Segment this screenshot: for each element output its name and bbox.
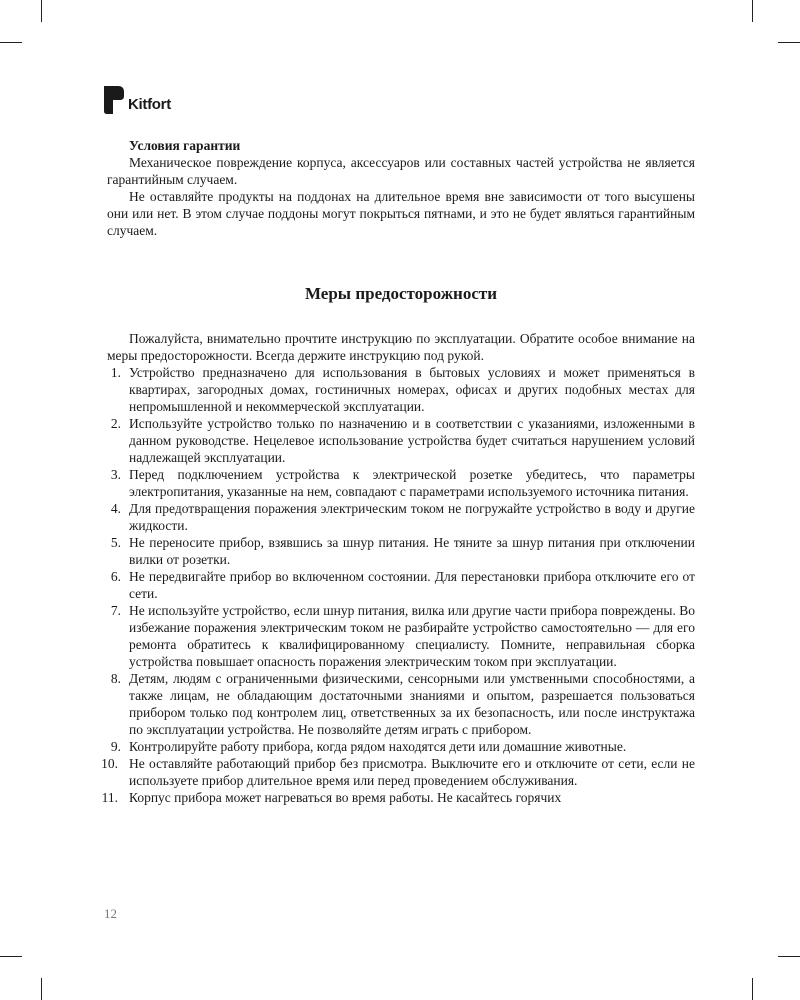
list-item (101, 755, 695, 789)
list-item-text: Не используйте устройство, если шнур питания, вилка или другие части прибора повреждены. Во избежание поражения электрическим током не разбирайте устройство самостоятельно — для его ремонта обратитесь к квалифицированному специалисту. Помните, неправильная сборка устройства повышает опасность поражения электрическим током при эксплуатации. (129, 603, 695, 669)
list-item-text: Для предотвращения поражения электрическим током не погружайте устройство в воду и другие жидкости. (129, 501, 695, 533)
list-item (107, 500, 695, 534)
list-item (107, 602, 695, 670)
list-item-text: Устройство предназначено для использования в бытовых условиях и может применяться в квартирах, загородных домах, гостиничных номерах, офисах и других подобных местах для непромышленной и некоммерческой эксплуатации. (129, 365, 695, 414)
list-item-text: Корпус прибора может нагреваться во время работы. Не касайтесь горячих (129, 790, 562, 805)
warranty-paragraph: Не оставляйте продукты на поддонах на длительное время вне зависимости от того высушены они или нет. В этом случае поддоны могут покрыться пятнами, и это не будет являться гарантийным случаем. (107, 189, 695, 238)
crop-mark-top-right-v (752, 0, 753, 22)
list-item-text: Контролируйте работу прибора, когда рядом находятся дети или домашние животные. (129, 739, 627, 754)
list-item-number: 3. (110, 467, 121, 482)
list-item-text: Детям, людям с ограниченными физическими, сенсорными или умственными способностями, а также лицам, не обладающим достаточными знаниями и опытом, разрешается пользоваться прибором только под контролем лиц, ответственных за их безопасность, или после инструктажа по эксплуатации устройства. Не позволяйте детям играть с прибором. (129, 671, 695, 737)
crop-mark-top-left-h (0, 42, 22, 43)
list-item-number: 7. (110, 603, 121, 618)
list-item (107, 670, 695, 738)
warranty-heading: Условия гарантии (129, 138, 241, 153)
list-item-number: 8. (110, 671, 121, 686)
precautions-list (101, 364, 695, 806)
page-number: 12 (104, 906, 117, 921)
list-item-number: 4. (110, 501, 121, 516)
list-item-number: 2. (110, 416, 121, 431)
precautions-intro: Пожалуйста, внимательно прочтите инструкцию по эксплуатации. Обратите особое внимание на меры предосторожности. Всегда держите инструкцию под рукой. (107, 331, 695, 363)
list-item-number: 10. (101, 756, 118, 771)
kitfort-logo-icon (104, 86, 124, 114)
list-item (107, 364, 695, 415)
crop-mark-bottom-left-h (0, 956, 22, 957)
warranty-paragraph: Механическое повреждение корпуса, аксессуаров или составных частей устройства не является гарантийным случаем. (107, 155, 695, 187)
list-item (107, 415, 695, 466)
crop-mark-top-right-h (778, 42, 800, 43)
list-item-text: Перед подключением устройства к электрической розетке убедитесь, что параметры электропитания, указанные на нем, совпадают с параметрами используемого источника питания. (129, 467, 695, 499)
crop-mark-bottom-right-v (752, 978, 753, 1000)
crop-mark-bottom-right-h (778, 956, 800, 957)
list-item (107, 466, 695, 500)
list-item (107, 568, 695, 602)
list-item-text: Не переносите прибор, взявшись за шнур питания. Не тяните за шнур питания при отключении вилки от розетки. (129, 535, 695, 567)
brand-logo (104, 86, 171, 114)
list-item-number: 11. (101, 790, 118, 805)
list-item (107, 534, 695, 568)
list-item-text: Не оставляйте работающий прибор без присмотра. Выключите его и отключите от сети, если не используете прибор длительное время или перед проведением обслуживания. (129, 756, 695, 788)
brand-name: Kitfort (128, 96, 171, 113)
crop-mark-top-left-v (41, 0, 42, 22)
list-item-text: Не передвигайте прибор во включенном состоянии. Для перестановки прибора отключите его от сети. (129, 569, 695, 601)
list-item-number: 6. (110, 569, 121, 584)
crop-mark-bottom-left-v (41, 978, 42, 1000)
list-item (101, 789, 695, 806)
list-item-number: 9. (110, 739, 121, 754)
list-item (107, 738, 695, 755)
document-body (101, 137, 695, 806)
list-item-number: 5. (110, 535, 121, 550)
list-item-number: 1. (110, 365, 121, 380)
list-item-text: Используйте устройство только по назначению и в соответствии с указаниями, изложенными в данном руководстве. Нецелевое использование устройства будет считаться нарушением условий надлежащей эксплуатации. (129, 416, 695, 465)
precautions-heading: Меры предосторожности (304, 284, 498, 303)
